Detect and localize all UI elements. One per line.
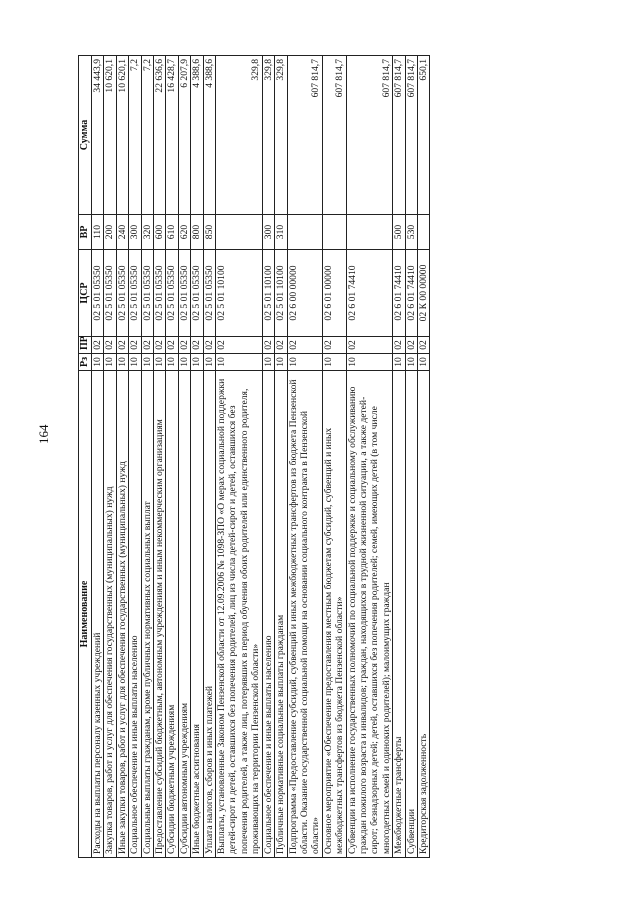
cell-pr: 02	[141, 337, 153, 354]
cell-name: Предоставление субсидий бюджетным, автономным учреждениям и иным некоммерческим организациям	[154, 371, 166, 858]
cell-sum: 10 620,1	[104, 56, 116, 215]
cell-sum: 22 636,6	[154, 56, 166, 215]
cell-vr	[287, 215, 322, 250]
cell-sum: 7,2	[141, 56, 153, 215]
table-row	[275, 56, 287, 858]
cell-vr: 610	[166, 215, 178, 250]
cell-name: Иные закупки товаров, работ и услуг для обеспечения государственных (муниципальных) нужд	[116, 371, 128, 858]
table-row	[216, 56, 263, 858]
cell-pr: 02	[191, 337, 203, 354]
cell-csr: 02 5 01 10100	[262, 250, 274, 337]
table-row	[154, 56, 166, 858]
cell-sum: 10 620,1	[116, 56, 128, 215]
header-csr: ЦСР	[79, 250, 92, 337]
table-row	[129, 56, 141, 858]
cell-csr: 02 6 01 74410	[405, 250, 417, 337]
cell-rz: 10	[178, 354, 190, 371]
cell-vr: 800	[191, 215, 203, 250]
cell-vr	[322, 215, 346, 250]
cell-name: Основное мероприятие «Обеспечение предоставления местным бюджетам субсидий, субвенций и иных межбюджетных трансфертов из бюджета Пензенской области»	[322, 371, 346, 858]
cell-vr: 200	[104, 215, 116, 250]
cell-pr: 02	[154, 337, 166, 354]
table-row	[104, 56, 116, 858]
cell-rz: 10	[154, 354, 166, 371]
cell-rz: 10	[129, 354, 141, 371]
cell-pr: 02	[405, 337, 417, 354]
cell-csr: 02 5 01 05350	[116, 250, 128, 337]
cell-sum: 4 388,6	[191, 56, 203, 215]
cell-pr: 02	[322, 337, 346, 354]
table-row	[393, 56, 405, 858]
cell-vr	[216, 215, 263, 250]
cell-csr: 02 5 01 05350	[141, 250, 153, 337]
cell-csr: 02 5 01 10100	[275, 250, 287, 337]
cell-pr: 02	[104, 337, 116, 354]
cell-rz: 10	[141, 354, 153, 371]
table-row	[92, 56, 104, 858]
cell-sum: 329,8	[262, 56, 274, 215]
cell-csr: 02 К 00 00000	[417, 250, 429, 337]
table-row	[262, 56, 274, 858]
cell-name: Закупка товаров, работ и услуг для обеспечения государственных (муниципальных) нужд	[104, 371, 116, 858]
cell-sum: 607 814,7	[287, 56, 322, 215]
cell-rz: 10	[417, 354, 429, 371]
cell-name: Субвенции	[405, 371, 417, 858]
cell-rz: 10	[116, 354, 128, 371]
cell-sum: 34 443,9	[92, 56, 104, 215]
cell-rz: 10	[275, 354, 287, 371]
cell-sum: 16 428,7	[166, 56, 178, 215]
cell-rz: 10	[393, 354, 405, 371]
cell-name: Подпрограмма «Предоставление субсидий, субвенций и иных межбюджетных трансфертов из бюджета Пензенской области. Оказание государственной социальной помощи на основании социального контракта в Пензенской области»	[287, 371, 322, 858]
cell-pr: 02	[216, 337, 263, 354]
cell-sum: 4 388,6	[203, 56, 215, 215]
cell-rz: 10	[166, 354, 178, 371]
cell-name: Расходы на выплаты персоналу казенных учреждений	[92, 371, 104, 858]
cell-csr: 02 6 01 74410	[393, 250, 405, 337]
header-rz: Рз	[79, 354, 92, 371]
cell-vr: 110	[92, 215, 104, 250]
table-row	[346, 56, 393, 858]
cell-csr: 02 6 01 00000	[322, 250, 346, 337]
cell-csr: 02 5 01 05350	[166, 250, 178, 337]
cell-name: Субвенции на исполнение государственных полномочий по социальной поддержке и социальному обслуживанию граждан пожилого возраста и инвалидов; граждан, находящихся в трудной жизненной ситуации, а также детей-сирот; безнадзорных детей; детей, оставшихся без попечения родителей; семей, имеющих детей (в том числе многодетных семей и одиноких родителей); малоимущих граждан	[346, 371, 393, 858]
cell-csr: 02 5 01 05350	[92, 250, 104, 337]
cell-vr: 300	[262, 215, 274, 250]
cell-vr: 600	[154, 215, 166, 250]
cell-pr: 02	[393, 337, 405, 354]
cell-name: Кредиторская задолженность	[417, 371, 429, 858]
cell-rz: 10	[104, 354, 116, 371]
cell-rz: 10	[191, 354, 203, 371]
cell-vr: 500	[393, 215, 405, 250]
cell-pr: 02	[262, 337, 274, 354]
cell-csr: 02 5 01 10100	[216, 250, 263, 337]
table-body	[92, 56, 430, 858]
cell-rz: 10	[203, 354, 215, 371]
cell-vr: 310	[275, 215, 287, 250]
table-row	[191, 56, 203, 858]
cell-sum: 607 814,7	[322, 56, 346, 215]
cell-vr	[417, 215, 429, 250]
cell-vr: 620	[178, 215, 190, 250]
cell-csr: 02 6 00 00000	[287, 250, 322, 337]
cell-name: Выплаты, установленные Законом Пензенской области от 12.09.2006 № 1098-ЗПО «О мерах социальной поддержки детей-сирот и детей, оставшихся без попечения родителей, лиц из числа детей-сирот и детей, оставшихся без попечения родителей, а также лиц, потерявших в период обучения обоих родителей или единственного родителя, проживающих на территории Пензенской области»	[216, 371, 263, 858]
cell-csr: 02 5 01 05350	[203, 250, 215, 337]
cell-name: Межбюджетные трансферты	[393, 371, 405, 858]
cell-csr: 02 6 01 74410	[346, 250, 393, 337]
cell-sum: 7,2	[129, 56, 141, 215]
table-header-row	[79, 56, 92, 858]
header-name: Наименование	[79, 371, 92, 858]
cell-csr: 02 5 01 05350	[129, 250, 141, 337]
cell-csr: 02 5 01 05350	[104, 250, 116, 337]
table-row	[322, 56, 346, 858]
cell-sum: 607 814,7	[405, 56, 417, 215]
table-row	[417, 56, 429, 858]
cell-rz: 10	[405, 354, 417, 371]
cell-pr: 02	[346, 337, 393, 354]
cell-pr: 02	[92, 337, 104, 354]
rotated-table-block	[78, 56, 562, 858]
cell-pr: 02	[203, 337, 215, 354]
header-sum: Сумма	[79, 56, 92, 215]
cell-pr: 02	[178, 337, 190, 354]
cell-vr: 530	[405, 215, 417, 250]
cell-rz: 10	[216, 354, 263, 371]
cell-vr	[346, 215, 393, 250]
cell-sum: 607 814,7	[346, 56, 393, 215]
cell-pr: 02	[417, 337, 429, 354]
cell-name: Публичные нормативные социальные выплаты гражданам	[275, 371, 287, 858]
cell-rz: 10	[92, 354, 104, 371]
cell-sum: 329,8	[216, 56, 263, 215]
budget-table	[78, 55, 430, 858]
cell-pr: 02	[287, 337, 322, 354]
cell-vr: 850	[203, 215, 215, 250]
page-number: 164	[36, 424, 51, 444]
cell-rz: 10	[287, 354, 322, 371]
cell-vr: 240	[116, 215, 128, 250]
cell-vr: 300	[129, 215, 141, 250]
cell-sum: 6 207,9	[178, 56, 190, 215]
cell-rz: 10	[346, 354, 393, 371]
cell-name: Субсидии бюджетным учреждениям	[166, 371, 178, 858]
table-row	[287, 56, 322, 858]
cell-name: Социальные выплаты гражданам, кроме публичных нормативных социальных выплат	[141, 371, 153, 858]
cell-sum: 607 814,7	[393, 56, 405, 215]
cell-rz: 10	[262, 354, 274, 371]
cell-pr: 02	[129, 337, 141, 354]
cell-pr: 02	[166, 337, 178, 354]
cell-csr: 02 5 01 05350	[154, 250, 166, 337]
cell-sum: 329,8	[275, 56, 287, 215]
cell-name: Социальное обеспечение и иные выплаты населению	[129, 371, 141, 858]
cell-csr: 02 5 01 05350	[178, 250, 190, 337]
table-row	[141, 56, 153, 858]
cell-rz: 10	[322, 354, 346, 371]
table-row	[166, 56, 178, 858]
header-pr: ПР	[79, 337, 92, 354]
cell-name: Субсидии автономным учреждениям	[178, 371, 190, 858]
table-row	[203, 56, 215, 858]
cell-pr: 02	[275, 337, 287, 354]
cell-name: Уплата налогов, сборов и иных платежей	[203, 371, 215, 858]
cell-name: Социальное обеспечение и иные выплаты населению	[262, 371, 274, 858]
header-vr: ВР	[79, 215, 92, 250]
table-row	[116, 56, 128, 858]
table-row	[405, 56, 417, 858]
cell-csr: 02 5 01 05350	[191, 250, 203, 337]
cell-pr: 02	[116, 337, 128, 354]
table-row	[178, 56, 190, 858]
cell-sum: 650,1	[417, 56, 429, 215]
cell-vr: 320	[141, 215, 153, 250]
cell-name: Иные бюджетные ассигнования	[191, 371, 203, 858]
